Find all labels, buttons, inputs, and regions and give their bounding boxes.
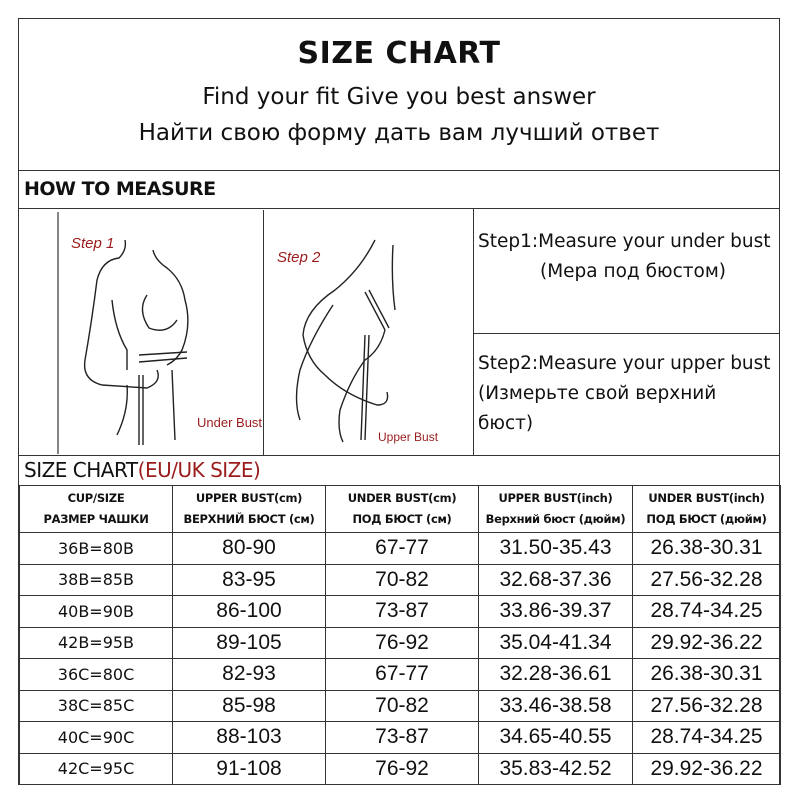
measurement-cell: 29.92-36.22 <box>633 753 781 785</box>
step1-instructions <box>478 227 774 287</box>
measurement-cell: 32.28-36.61 <box>479 659 633 691</box>
size-chart-label: SIZE CHART <box>24 458 138 482</box>
column-header-ru: РАЗМЕР ЧАШКИ <box>43 512 149 526</box>
step2-text: Step2:Measure your upper bust (Измерьте свой верхний бюст) <box>478 353 771 434</box>
measurement-cell: 33.86-39.37 <box>479 596 633 628</box>
table-row <box>20 753 781 785</box>
measurement-cell: 28.74-34.25 <box>633 722 781 754</box>
how-to-measure-heading: HOW TO MEASURE <box>24 178 216 200</box>
measurement-cell: 73-87 <box>326 596 479 628</box>
divider <box>18 455 780 456</box>
subtitle-en: Find your fit Give you best answer <box>202 84 596 110</box>
measurement-cell: 29.92-36.22 <box>633 627 781 659</box>
measurement-cell: 32.68-37.36 <box>479 564 633 596</box>
measurement-cell: 67-77 <box>326 533 479 565</box>
divider <box>18 170 780 171</box>
measurement-cell: 28.74-34.25 <box>633 596 781 628</box>
cup-size-cell: 42B=95B <box>20 627 173 659</box>
step2-illustration <box>265 210 471 454</box>
measurement-cell: 67-77 <box>326 659 479 691</box>
cup-size-cell: 36B=80B <box>20 533 173 565</box>
column-header-ru: Верхний бюст (дюйм) <box>485 512 626 526</box>
cup-size-cell: 38C=85C <box>20 690 173 722</box>
measurement-cell: 70-82 <box>326 564 479 596</box>
measurement-cell: 26.38-30.31 <box>633 659 781 691</box>
cup-size-cell: 40C=90C <box>20 722 173 754</box>
measurement-cell: 88-103 <box>173 722 326 754</box>
size-chart-heading <box>24 458 260 482</box>
step2-image-caption: Upper Bust <box>378 430 439 444</box>
step1-image-label: Step 1 <box>71 235 115 252</box>
step1-image-caption: Under Bust <box>197 415 263 430</box>
table-row <box>20 722 781 754</box>
measurement-cell: 35.83-42.52 <box>479 753 633 785</box>
table-row <box>20 627 781 659</box>
measurement-cell: 70-82 <box>326 690 479 722</box>
step2-image-label: Step 2 <box>277 249 321 266</box>
cup-size-cell: 38B=85B <box>20 564 173 596</box>
table-row <box>20 690 781 722</box>
table-row <box>20 533 781 565</box>
measurement-cell: 85-98 <box>173 690 326 722</box>
column-header <box>20 486 173 533</box>
table-row <box>20 659 781 691</box>
divider <box>263 210 264 455</box>
column-header-en: UNDER BUST(inch) <box>648 491 765 505</box>
measurement-cell: 86-100 <box>173 596 326 628</box>
table-header-row <box>20 486 781 533</box>
measurement-cell: 27.56-32.28 <box>633 690 781 722</box>
title-area <box>18 18 780 170</box>
column-header-en: CUP/SIZE <box>67 491 125 505</box>
step1-text: Step1:Measure your under bust <box>478 231 771 252</box>
measurement-cell: 34.65-40.55 <box>479 722 633 754</box>
divider <box>18 208 780 209</box>
column-header <box>633 486 781 533</box>
cup-size-cell: 40B=90B <box>20 596 173 628</box>
column-header <box>173 486 326 533</box>
step1-illustration <box>57 210 263 454</box>
step1-text-ru: (Мера под бюстом) <box>540 261 727 282</box>
measurement-cell: 26.38-30.31 <box>633 533 781 565</box>
measurement-cell: 35.04-41.34 <box>479 627 633 659</box>
size-chart-label-suffix: (EU/UK SIZE) <box>137 458 261 482</box>
column-header <box>326 486 479 533</box>
column-header-ru: ПОД БЮСТ (см) <box>352 512 452 526</box>
divider <box>473 208 474 455</box>
column-header-en: UPPER BUST(cm) <box>195 491 303 505</box>
size-table <box>19 485 781 785</box>
measurement-cell: 89-105 <box>173 627 326 659</box>
measurement-cell: 27.56-32.28 <box>633 564 781 596</box>
measurement-cell: 73-87 <box>326 722 479 754</box>
measurement-cell: 33.46-38.58 <box>479 690 633 722</box>
divider <box>473 333 780 334</box>
table-row <box>20 564 781 596</box>
page-title: SIZE CHART <box>297 36 501 71</box>
measurement-cell: 83-95 <box>173 564 326 596</box>
table-row <box>20 596 781 628</box>
cup-size-cell: 36C=80C <box>20 659 173 691</box>
measurement-cell: 31.50-35.43 <box>479 533 633 565</box>
measurement-cell: 80-90 <box>173 533 326 565</box>
measurement-cell: 76-92 <box>326 753 479 785</box>
column-header <box>479 486 633 533</box>
column-header-ru: ПОД БЮСТ (дюйм) <box>646 512 767 526</box>
subtitle-ru: Найти свою форму дать вам лучший ответ <box>138 120 660 146</box>
measurement-cell: 76-92 <box>326 627 479 659</box>
column-header-ru: ВЕРХНИЙ БЮСТ (см) <box>183 512 315 526</box>
measurement-cell: 91-108 <box>173 753 326 785</box>
measurement-cell: 82-93 <box>173 659 326 691</box>
column-header-en: UPPER BUST(inch) <box>498 491 613 505</box>
cup-size-cell: 42C=95C <box>20 753 173 785</box>
column-header-en: UNDER BUST(cm) <box>347 491 457 505</box>
